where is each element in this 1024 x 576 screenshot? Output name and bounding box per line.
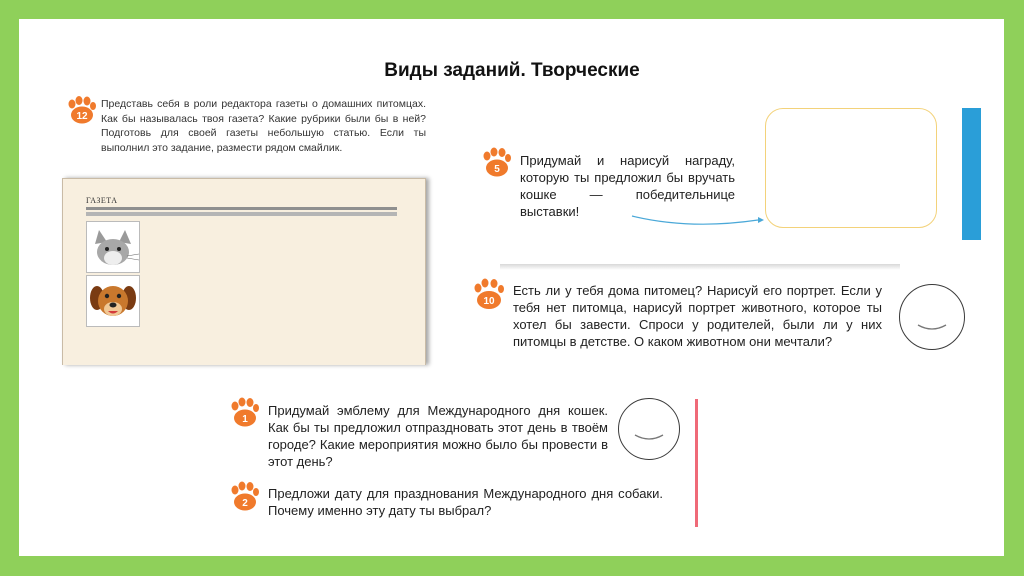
divider <box>86 212 397 216</box>
divider <box>500 264 900 270</box>
paw-icon <box>481 147 513 177</box>
cat-picture <box>86 221 140 273</box>
page-edge <box>695 399 698 527</box>
task-text: Представь себя в роли редактора газеты о домашних питомцах. Как бы называлась твоя газета? Какие рубрики были бы в ней? Подготовь для своей газеты небольшую статью. Если ты выполнил это задание, размести рядом смайлик. <box>101 98 426 154</box>
task-number: 1 <box>242 414 248 425</box>
paw-icon <box>66 96 98 124</box>
task-number: 10 <box>483 296 495 307</box>
task-number: 5 <box>494 164 500 175</box>
newspaper-label: ГАЗЕТА <box>86 196 118 205</box>
smiley-icon <box>618 398 680 460</box>
task-number: 12 <box>76 111 88 122</box>
divider <box>86 207 397 210</box>
task-number: 2 <box>242 498 248 509</box>
task-text: Придумай эмблему для Международного дня кошек. Как бы ты предложил отпраздновать этот день в твоём городе? Какие мероприятия можно было бы провести в этот день? <box>268 403 608 469</box>
arrow-icon <box>630 210 770 230</box>
smiley-icon <box>899 284 965 350</box>
paw-icon <box>472 278 506 310</box>
drawing-frame <box>765 108 937 228</box>
task-text: Предложи дату для празднования Международного дня собаки. Почему именно эту дату ты выбрал? <box>268 486 663 518</box>
dog-picture <box>86 275 140 327</box>
task-text: Есть ли у тебя дома питомец? Нарисуй его портрет. Если у тебя нет питомца, нарисуй портрет животного, которое ты хотел бы завести. Спроси у родителей, были ли у них питомцы в детстве. О каком животном они мечтали? <box>513 283 882 349</box>
task-text: Придумай и нарисуй награду, которую ты предложил бы вручать кошке — победительнице выставки! <box>520 153 735 219</box>
page-edge <box>962 108 981 240</box>
paw-icon <box>229 481 261 511</box>
paw-icon <box>229 397 261 427</box>
page-title: Виды заданий. Творческие <box>384 60 640 81</box>
